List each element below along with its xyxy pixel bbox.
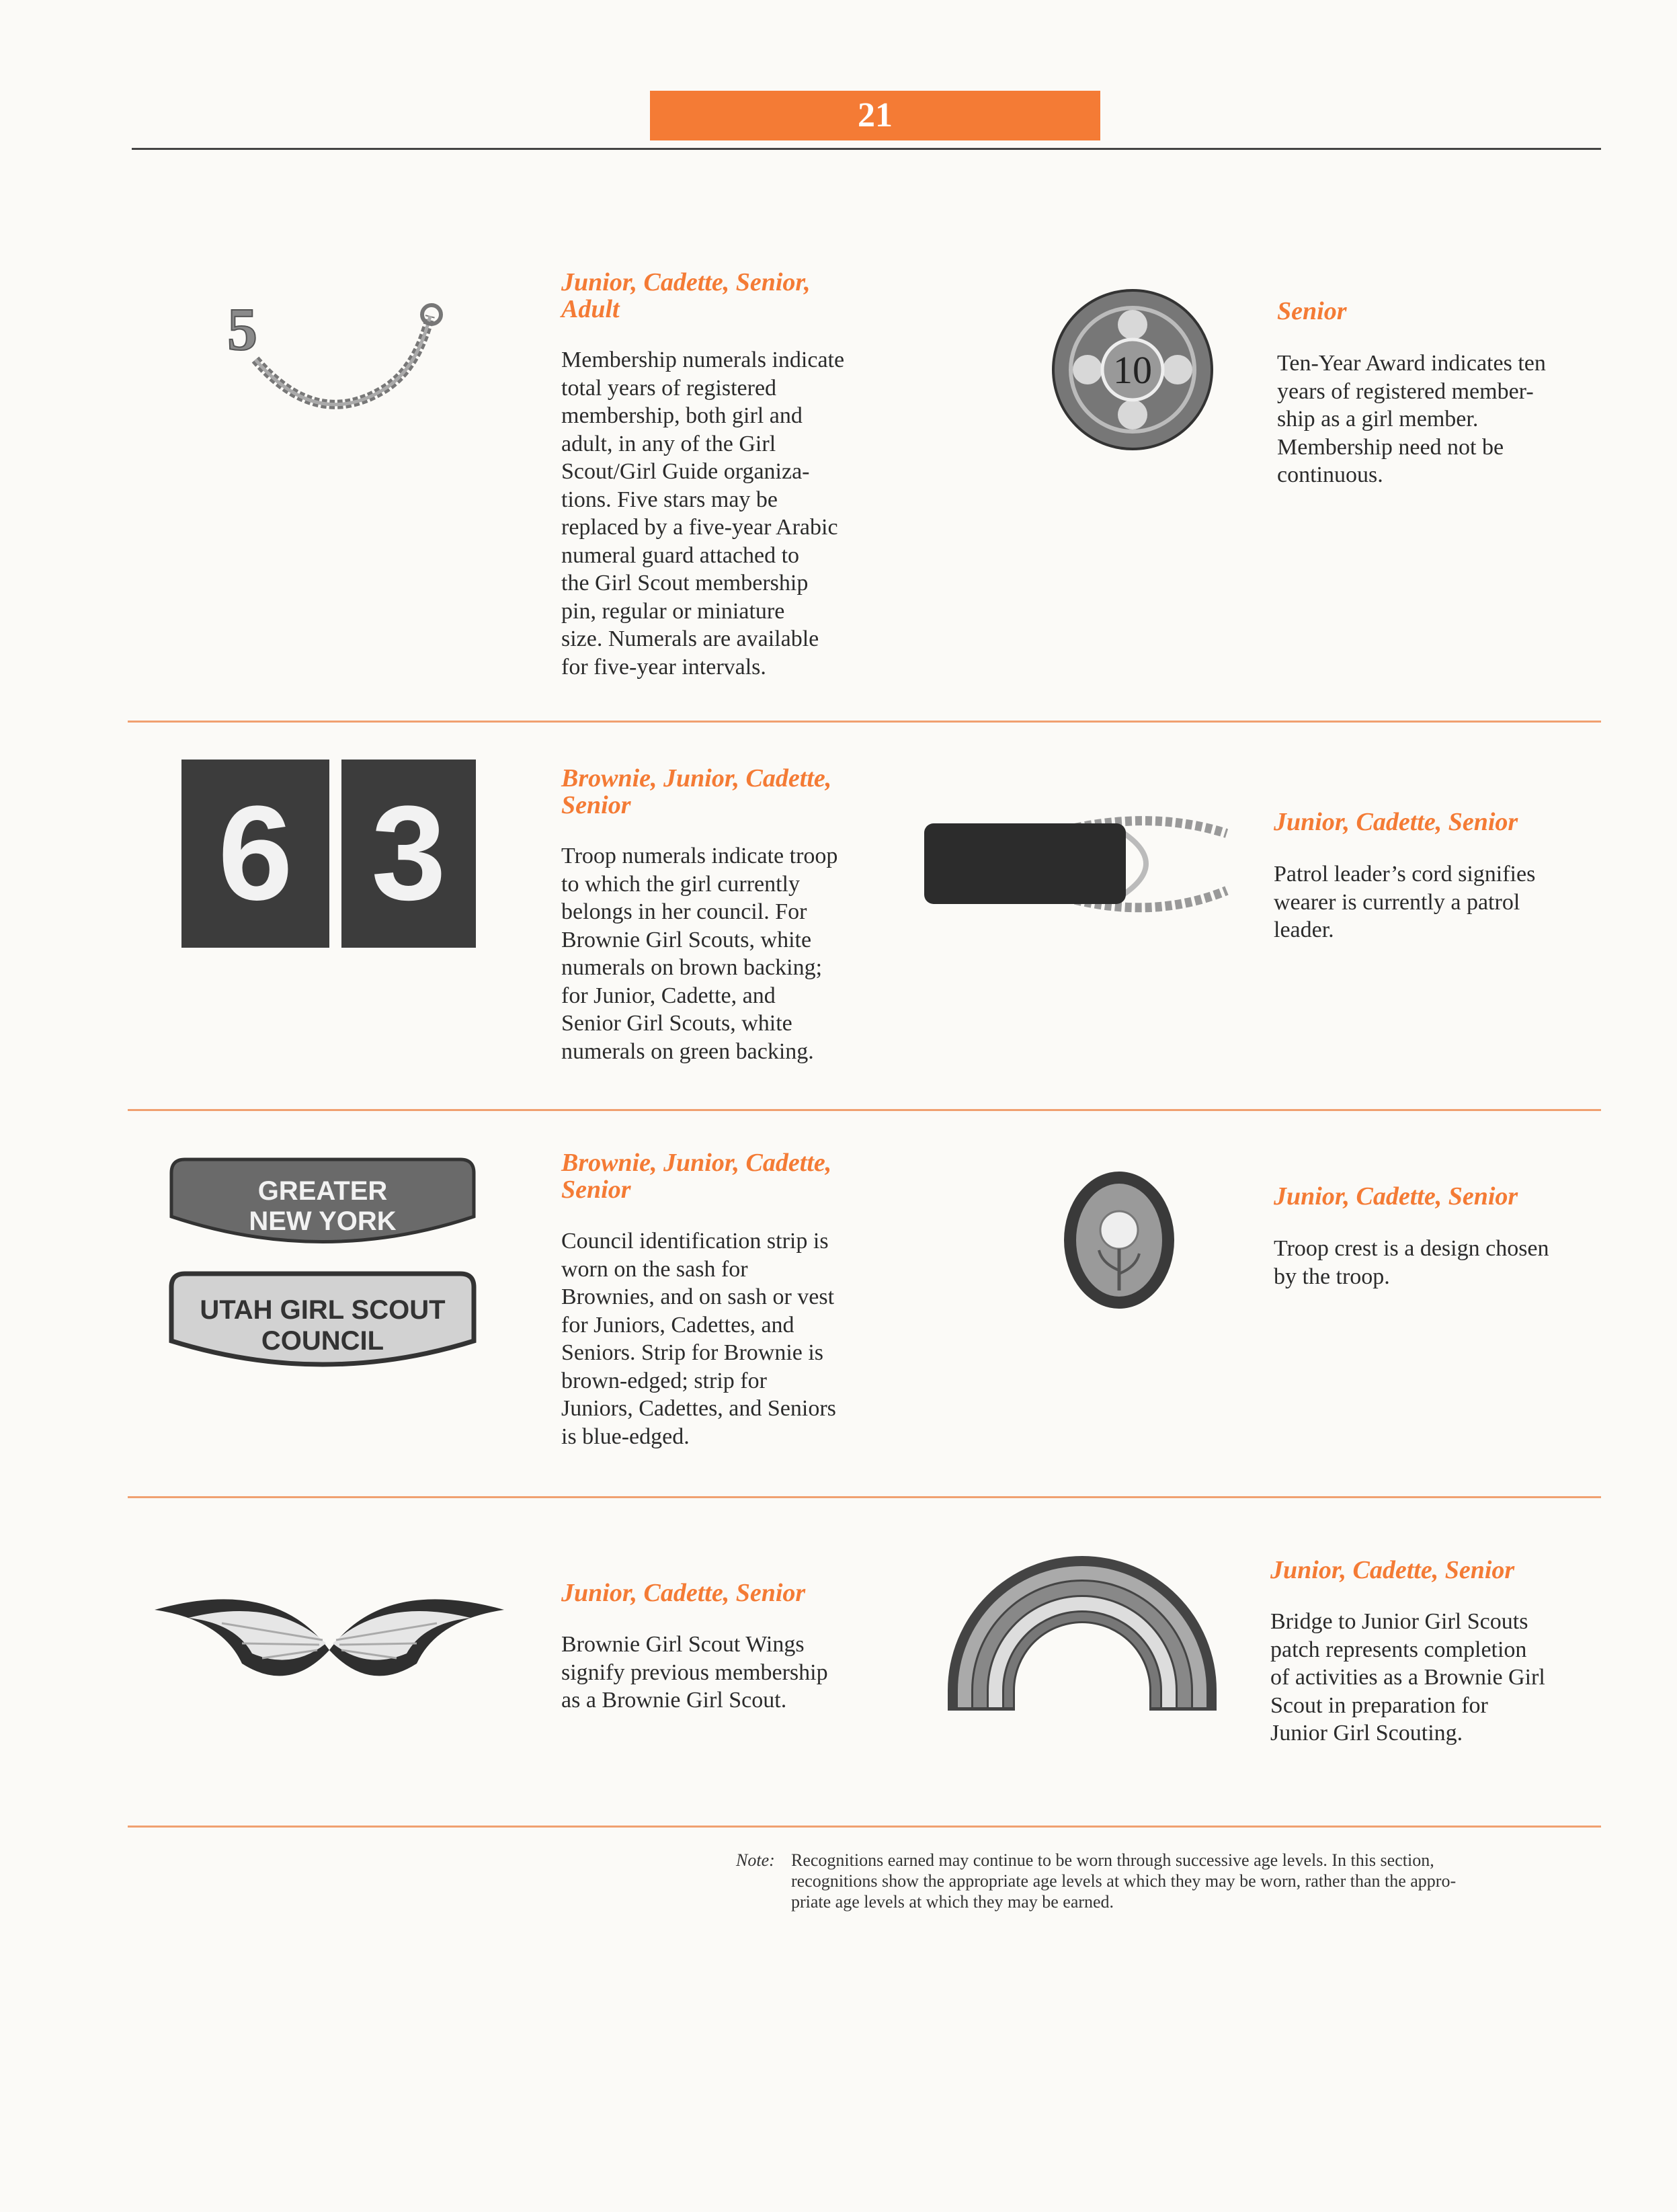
section-divider bbox=[128, 1826, 1601, 1828]
brownie-wings-illustration bbox=[141, 1569, 518, 1694]
item-levels-heading: Junior, Cadette, Senior bbox=[1270, 1556, 1515, 1584]
note-line: priate age levels at which they may be earned. bbox=[791, 1892, 1114, 1912]
item-levels-heading: Junior, Cadette, Senior bbox=[1274, 808, 1518, 836]
item-levels-heading: Junior, Cadette, Senior bbox=[1274, 1182, 1518, 1211]
patrol-cord-illustration bbox=[917, 803, 1240, 928]
footnote bbox=[736, 1850, 1603, 1912]
item-description: Patrol leader’s cord signifies wearer is currently a patrol leader. bbox=[1274, 862, 1536, 942]
strip-label: COUNCIL bbox=[261, 1326, 384, 1356]
top-rule bbox=[132, 148, 1601, 150]
item-description: Brownie Girl Scout Wings signify previous membership as a Brownie Girl Scout. bbox=[561, 1632, 828, 1713]
strip-label: GREATER bbox=[257, 1176, 388, 1206]
troop-crest-illustration bbox=[1059, 1166, 1180, 1314]
item-levels-heading: Senior bbox=[1277, 297, 1347, 325]
item-levels-heading: Junior, Cadette, Senior bbox=[561, 1579, 806, 1607]
item-description: Troop crest is a design chosen by the troop. bbox=[1274, 1236, 1549, 1289]
item-description: Membership numerals indicate total years of registered membership, both girl and adult, in any of the Girl Scout/Girl Guide organiza- tions. Five stars may be replaced by a five-year Arabic numeral guard attached to the Girl Scout membership pin, regular or miniature size. Numerals are available for five-year intervals. bbox=[561, 347, 845, 680]
troop-numeral-patch bbox=[181, 760, 329, 948]
note-line: recognitions show the appropriate age levels at which they may be worn, rather than the appro- bbox=[791, 1871, 1457, 1891]
bridge-patch-illustration bbox=[941, 1549, 1223, 1714]
item-levels-heading: Brownie, Junior, Cadette, Senior bbox=[561, 764, 832, 819]
troop-numeral-patch bbox=[341, 760, 476, 948]
strip-label: UTAH GIRL SCOUT bbox=[200, 1295, 446, 1325]
award-number: 10 bbox=[1113, 348, 1152, 392]
section-divider bbox=[128, 1496, 1601, 1498]
note-label: Note: bbox=[736, 1850, 775, 1870]
numeral-five: 5 bbox=[227, 296, 257, 363]
troop-numeral-six: 6 bbox=[218, 778, 293, 928]
strip-label: NEW YORK bbox=[249, 1206, 397, 1236]
numeral-guard-illustration bbox=[215, 296, 457, 423]
note-line: Recognitions earned may continue to be worn through successive age levels. In this section, bbox=[791, 1850, 1434, 1870]
council-strips-illustration bbox=[165, 1153, 481, 1381]
item-description: Ten-Year Award indicates ten years of registered member- ship as a girl member. Membership need not be continuous. bbox=[1277, 351, 1546, 487]
item-levels-heading: Brownie, Junior, Cadette, Senior bbox=[561, 1149, 832, 1204]
section-divider bbox=[128, 721, 1601, 723]
troop-numeral-three: 3 bbox=[371, 778, 446, 928]
section-divider bbox=[128, 1109, 1601, 1111]
item-levels-heading: Junior, Cadette, Senior, Adult bbox=[561, 268, 811, 323]
item-description: Bridge to Junior Girl Scouts patch represents completion of activities as a Brownie Girl Scout in preparation for Junior Girl Scouting. bbox=[1270, 1609, 1545, 1746]
page-number: 21 bbox=[650, 91, 1100, 140]
item-description: Troop numerals indicate troop to which the girl currently belongs in her council. For Brownie Girl Scouts, white numerals on brown backing; for Junior, Cadette, and Senior Girl Scouts, white numerals on green backing. bbox=[561, 844, 838, 1064]
item-description: Council identification strip is worn on the sash for Brownies, and on sash or vest for Juniors, Cadettes, and Seniors. Strip for Brownie is brown-edged; strip for Juniors, Cadettes, and Seniors is blue-edged. bbox=[561, 1229, 836, 1449]
ten-year-award-illustration bbox=[1049, 286, 1217, 454]
